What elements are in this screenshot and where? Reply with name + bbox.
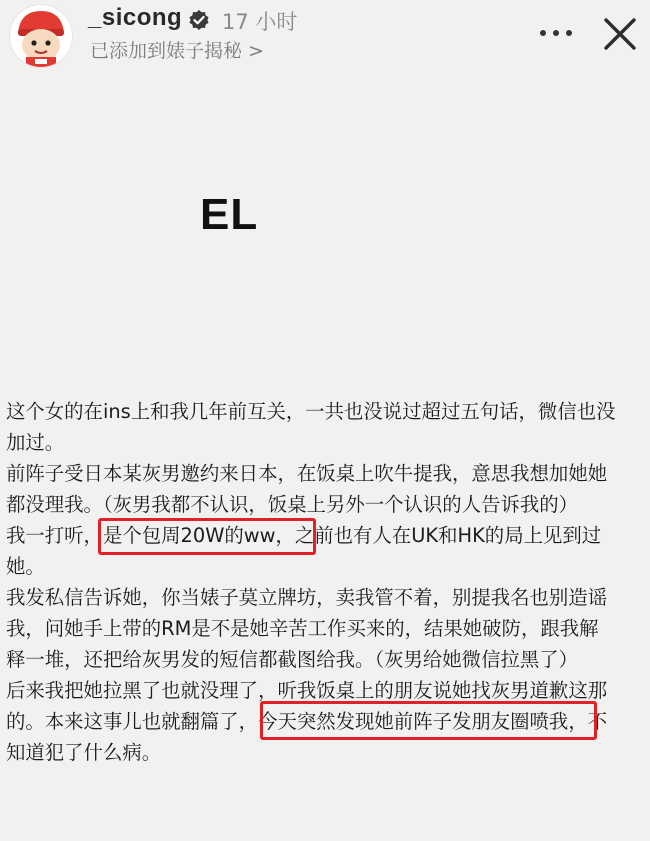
- story-line: 我一打听，是个包周20W的ww，之前也有人在UK和HK的局上见到过: [6, 524, 602, 547]
- story-line: 我，问她手上带的RM是不是她辛苦工作买来的，结果她破防，跟我解: [6, 617, 599, 640]
- more-options-button[interactable]: [536, 22, 576, 46]
- story-line: 释一堆，还把给灰男发的短信都截图给我。（灰男给她微信拉黑了）: [6, 648, 579, 671]
- story-line: 知道犯了什么病。: [6, 741, 162, 764]
- verified-check-icon: [188, 9, 210, 31]
- post-time: 17 小时: [222, 10, 298, 34]
- close-button[interactable]: [598, 12, 642, 56]
- el-logo-text: EL: [200, 190, 259, 239]
- cartoon-mascot-avatar-icon: [10, 5, 72, 67]
- added-to-collection-link[interactable]: 已添加到婊子揭秘 >: [90, 40, 264, 62]
- story-line: 她。: [6, 555, 45, 578]
- story-line: 加过。: [6, 431, 65, 454]
- story-line: 我发私信告诉她，你当婊子莫立牌坊，卖我管不着，别提我名也别造谣: [6, 586, 608, 609]
- close-icon: [598, 12, 642, 56]
- story-line: 后来我把她拉黑了也就没理了，听我饭桌上的朋友说她找灰男道歉这那: [6, 679, 608, 702]
- story-line: 都没理我。（灰男我都不认识，饭桌上另外一个认识的人告诉我的）: [6, 493, 579, 516]
- story-line: 这个女的在ins上和我几年前互关，一共也没说过超过五句话，微信也没: [6, 400, 616, 423]
- highlight-box-price: [98, 518, 316, 555]
- more-dots-icon: [553, 30, 559, 36]
- highlight-box-moments: [260, 701, 597, 740]
- story-line: 前阵子受日本某灰男邀约来日本，在饭桌上吹牛提我，意思我想加她她: [6, 462, 608, 485]
- more-dots-icon: [566, 30, 572, 36]
- username[interactable]: _sicong: [88, 4, 183, 31]
- story-line: 的。本来这事儿也就翻篇了，今天突然发现她前阵子发朋友圈喷我，不: [6, 710, 608, 733]
- user-avatar[interactable]: [10, 5, 72, 67]
- more-dots-icon: [540, 30, 546, 36]
